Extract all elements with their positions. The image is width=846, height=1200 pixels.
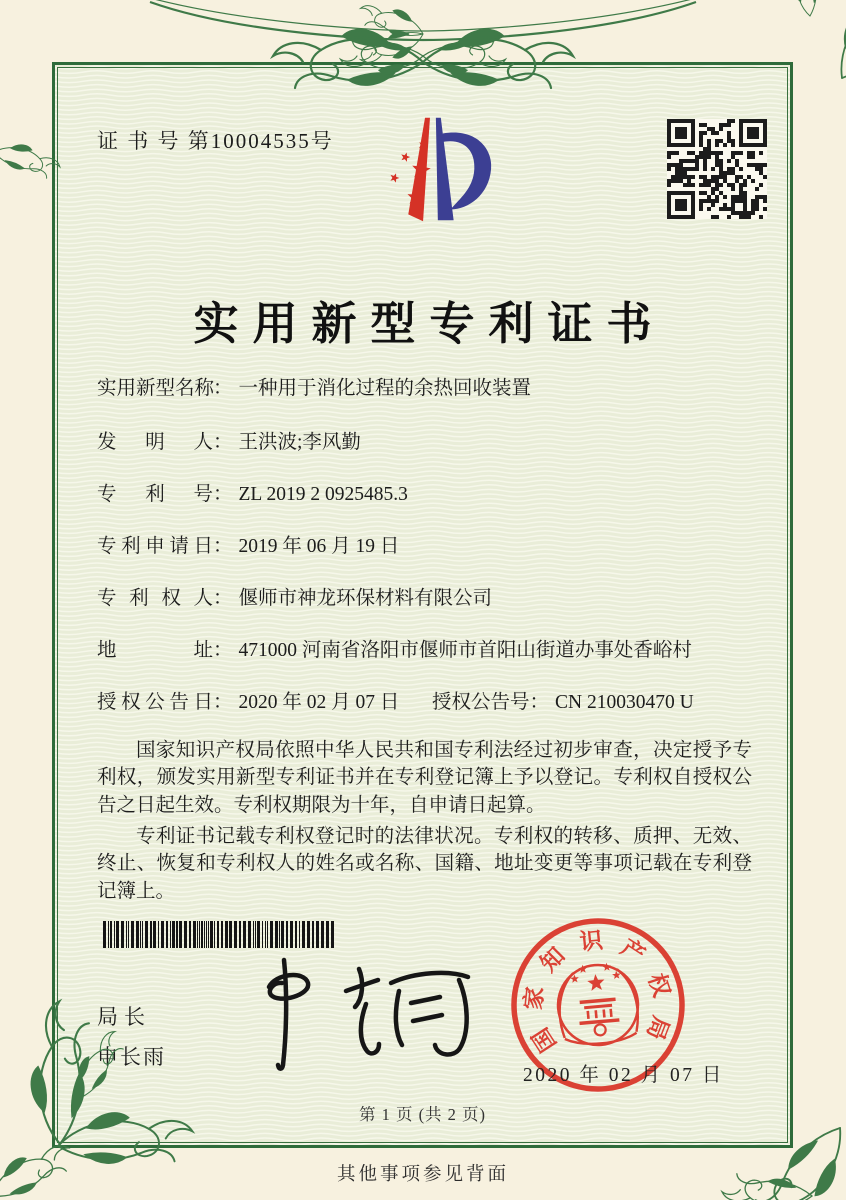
field-value: 2019 年 06 月 19 日	[238, 536, 400, 557]
field-value: 王洪波;李风勤	[238, 432, 361, 453]
field-label: 发明人	[97, 432, 213, 453]
field-label: 专利号	[97, 484, 213, 505]
field-colon: ：	[213, 484, 233, 505]
svg-text:局: 局	[641, 1012, 674, 1044]
qr-code	[667, 119, 767, 219]
field-label: 授权公告日	[97, 692, 213, 713]
certificate-number: 证 书 号 第10004535号	[97, 129, 334, 153]
grant-number-label: 授权公告号	[432, 692, 530, 713]
field-value: ZL 2019 2 0925485.3	[238, 484, 408, 505]
legal-paragraph-1: 国家知识产权局依照中华人民共和国专利法经过初步审查，决定授予专利权，颁发实用新型专利证书并在专利登记簿上予以登记。专利权自授权公告之日起生效。专利权期限为十年，自申请日起算。	[97, 739, 752, 816]
signer-title: 局长	[97, 1005, 151, 1029]
field-row-filing-date	[97, 530, 754, 560]
field-colon: ：	[213, 536, 233, 557]
svg-text:权: 权	[643, 970, 675, 1001]
seal-date: 2020 年 02 月 07 日	[523, 1065, 724, 1086]
field-row-grant-date	[97, 686, 754, 716]
field-label: 专利权人	[97, 588, 213, 609]
field-label: 专利申请日	[97, 536, 213, 557]
field-colon: ：	[529, 692, 550, 713]
svg-text:产: 产	[616, 934, 650, 969]
grant-number-group	[432, 686, 694, 714]
svg-text:知: 知	[535, 942, 570, 977]
field-value: 偃师市神龙环保材料有限公司	[238, 588, 493, 609]
field-colon: ：	[213, 432, 233, 453]
cnipa-logo-icon	[358, 103, 496, 237]
field-label: 地址	[97, 640, 213, 661]
field-label: 实用新型名称	[97, 378, 215, 399]
field-value: 2020 年 02 月 07 日	[238, 692, 400, 713]
field-row-name	[97, 372, 754, 402]
signer-name: 申长雨	[97, 1045, 166, 1069]
field-colon: ：	[213, 588, 233, 609]
svg-text:识: 识	[578, 927, 605, 955]
field-row-address	[97, 634, 754, 664]
field-row-inventor	[97, 426, 754, 456]
certificate-panel	[52, 62, 793, 1148]
certificate-title: 实用新型专利证书	[193, 299, 666, 350]
page-number: 第 1 页 (共 2 页)	[358, 1105, 487, 1124]
legal-paragraph-2: 专利证书记载专利权登记时的法律状况。专利权的转移、质押、无效、终止、恢复和专利权人的姓名或名称、国籍、地址变更等事项记载在专利登记簿上。	[97, 825, 752, 902]
svg-text:国: 国	[527, 1023, 562, 1057]
field-row-patent-number	[97, 478, 754, 508]
certificate-content	[55, 65, 790, 1145]
field-value: 一种用于消化过程的余热回收装置	[238, 378, 532, 399]
field-colon: ：	[213, 640, 233, 661]
handwritten-signature	[231, 947, 501, 1087]
back-side-note: 其他事项参见背面	[336, 1165, 509, 1185]
field-colon: ：	[213, 692, 233, 713]
svg-text:家: 家	[520, 985, 548, 1012]
field-row-patentee	[97, 582, 754, 612]
field-value: 471000 河南省洛阳市偃师市首阳山街道办事处香峪村	[238, 640, 692, 661]
barcode	[101, 921, 337, 948]
field-colon: ：	[213, 378, 233, 399]
grant-number-value: CN 210030470 U	[555, 692, 694, 713]
